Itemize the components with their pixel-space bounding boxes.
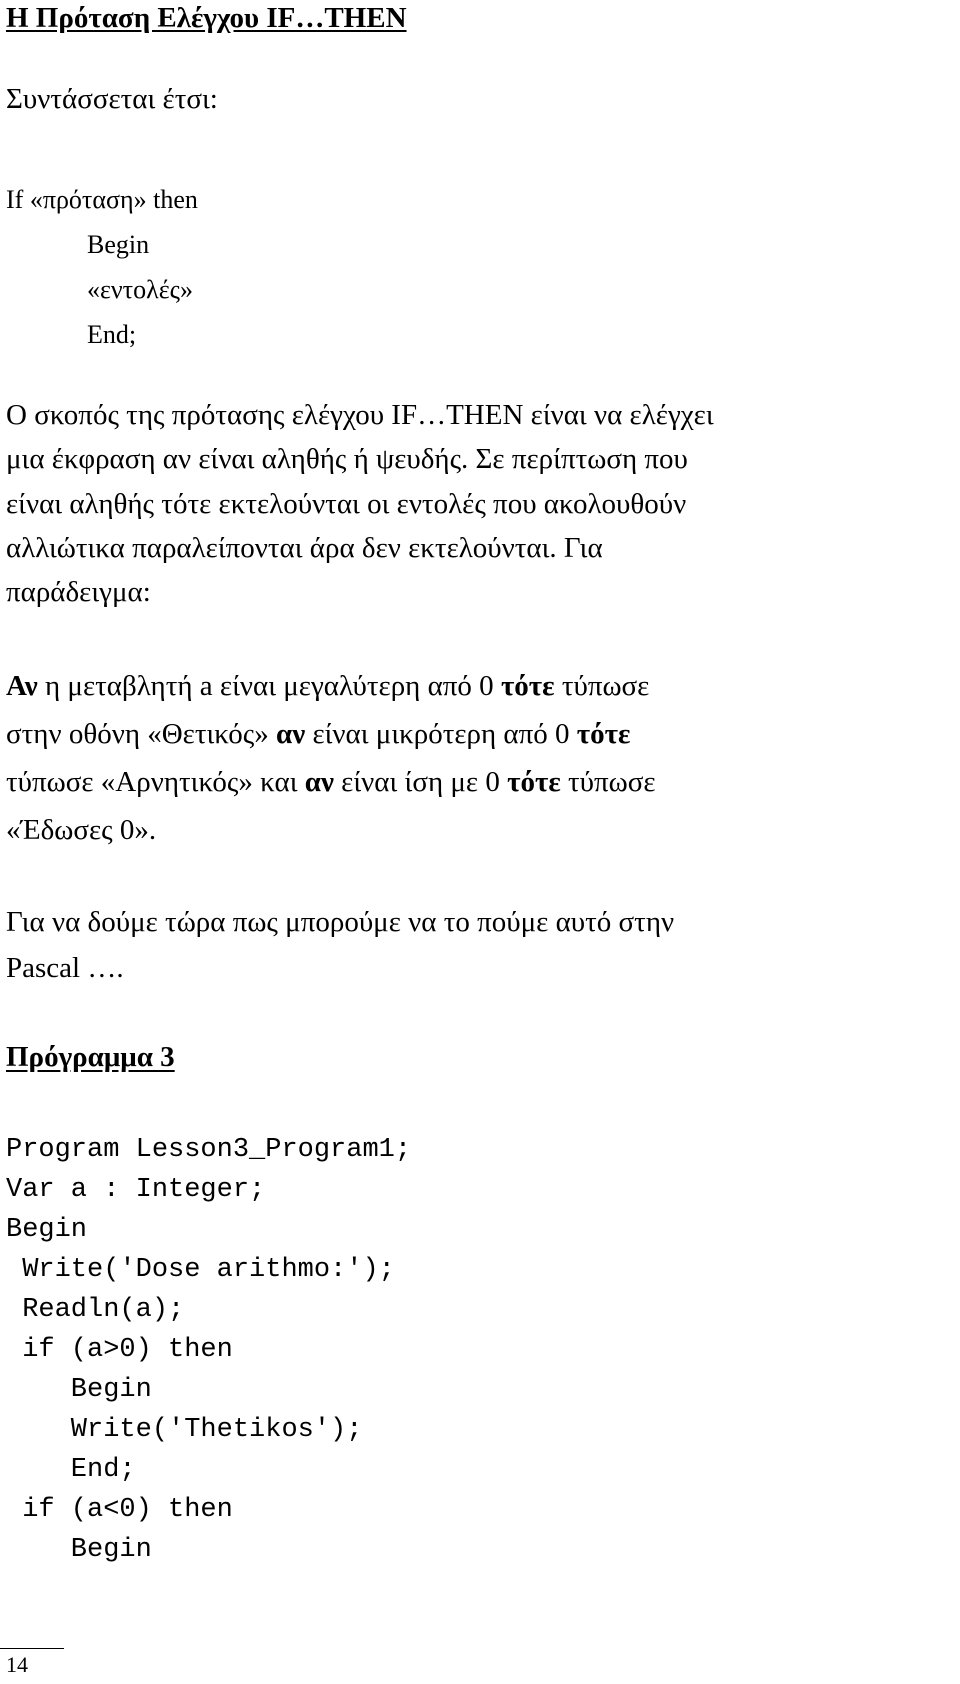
code-line: Write('Thetikos'); [6, 1415, 363, 1445]
keyword-then: τότε [507, 766, 561, 798]
example-text: στην οθόνη «Θετικός» [6, 718, 277, 750]
syntax-line-if: If «πρόταση» then [6, 185, 198, 214]
example-text: η μεταβλητή a είναι μεγαλύτερη από 0 [37, 670, 501, 702]
keyword-then: τότε [576, 718, 631, 750]
keyword-then: τότε [500, 670, 555, 702]
code-line: Write('Dose arithmo:'); [6, 1255, 395, 1285]
example-text: είναι ίση με 0 [333, 766, 508, 798]
syntax-line-commands: «εντολές» [87, 275, 193, 304]
purpose-line: μια έκφραση αν είναι αληθής ή ψευδής. Σε περίπτωση που [6, 443, 688, 475]
example-text: τύπωσε [560, 766, 656, 798]
example-line [6, 760, 656, 804]
purpose-line: αλλιώτικα παραλείπονται άρα δεν εκτελούνται. Για [6, 532, 603, 564]
footer-rule [0, 1648, 64, 1649]
outro-line: Για να δούμε τώρα πως μπορούμε να το πούμε αυτό στην [6, 906, 675, 938]
purpose-line: είναι αληθής τότε εκτελούνται οι εντολές που ακολουθούν [6, 488, 687, 520]
example-text: «Έδωσες 0». [6, 814, 157, 846]
example-text: είναι μικρότερη από 0 [305, 718, 577, 750]
syntax-line-begin: Begin [87, 230, 150, 259]
code-line: Var a : Integer; [6, 1175, 266, 1205]
program-title: Πρόγραμμα 3 [6, 1041, 175, 1073]
keyword-if: Αν [6, 670, 38, 702]
example-text: τύπωσε [554, 670, 650, 702]
example-line [6, 808, 156, 852]
code-listing [6, 1130, 411, 1570]
code-line: Begin [6, 1375, 152, 1405]
keyword-if: αν [304, 766, 334, 798]
example-text: τύπωσε «Αρνητικός» και [6, 766, 305, 798]
example-line [6, 712, 630, 756]
purpose-line: παράδειγμα: [6, 576, 151, 608]
code-line: if (a>0) then [6, 1335, 233, 1365]
purpose-line: Ο σκοπός της πρότασης ελέγχου IF…THEN είναι να ελέγχει [6, 399, 714, 431]
example-line [6, 664, 649, 708]
intro-text: Συντάσσεται έτσι: [6, 83, 218, 115]
section-heading: Η Πρόταση Ελέγχου IF…THEN [6, 2, 407, 34]
outro-line: Pascal …. [6, 952, 124, 984]
code-line: Begin [6, 1535, 152, 1565]
keyword-if: αν [276, 718, 306, 750]
code-line: End; [6, 1455, 136, 1485]
page-number: 14 [6, 1652, 28, 1677]
code-line: Begin [6, 1215, 88, 1245]
code-line: if (a<0) then [6, 1495, 233, 1525]
code-line: Readln(a); [6, 1295, 185, 1325]
syntax-line-end: End; [87, 320, 137, 349]
code-line: Program Lesson3_Program1; [6, 1135, 412, 1165]
